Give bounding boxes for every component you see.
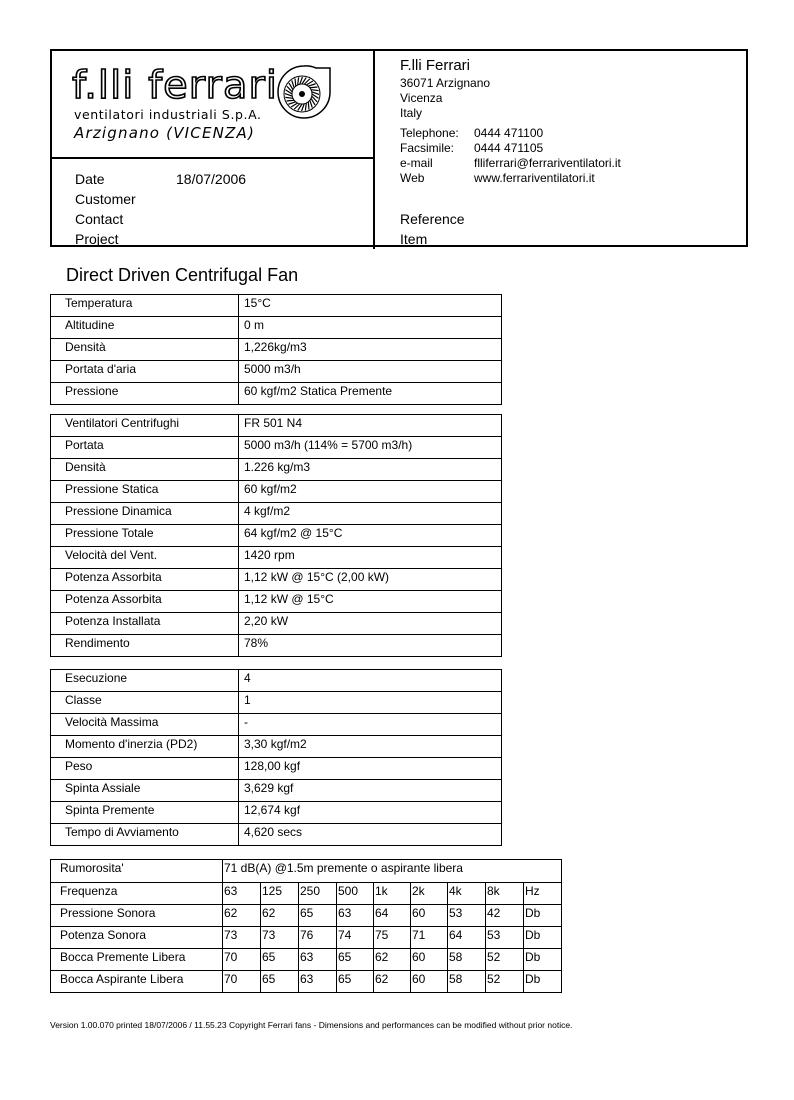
noise-cell-text: 58 xyxy=(449,972,463,986)
noise-summary-row xyxy=(51,860,562,883)
noise-cell-text: 65 xyxy=(300,906,314,920)
parameter-value-text: 5000 m3/h (114% = 5700 m3/h) xyxy=(244,438,413,452)
parameter-value xyxy=(239,736,502,758)
parameter-value-text: 5000 m3/h xyxy=(244,362,301,376)
noise-cell xyxy=(374,949,411,971)
company-logo-city: Arzignano (VICENZA) xyxy=(74,124,256,142)
telephone-value: 0444 471100 xyxy=(474,126,544,140)
parameter-label xyxy=(51,437,239,459)
noise-row-label xyxy=(51,949,223,971)
parameter-value-text: 2,20 kW xyxy=(244,614,289,628)
parameter-value-text: 15°C xyxy=(244,296,271,310)
date-label: Date xyxy=(75,171,105,187)
telephone-label: Telephone: xyxy=(400,126,459,140)
parameter-value xyxy=(239,635,502,657)
parameter-label-text: Velocità Massima xyxy=(65,715,159,729)
web-label: Web xyxy=(400,171,425,185)
mechanical-row xyxy=(51,758,502,780)
company-logo-wordmark: f.lli ferrari xyxy=(72,63,279,107)
reference-label: Reference xyxy=(400,211,465,227)
noise-cell xyxy=(223,883,261,905)
noise-cell xyxy=(448,883,486,905)
parameter-label-text: Momento d'inerzia (PD2) xyxy=(65,737,198,751)
company-address-line1: 36071 Arzignano xyxy=(400,76,491,90)
parameter-value-text: 1.226 kg/m3 xyxy=(244,460,311,474)
parameter-label-text: Pressione Totale xyxy=(65,526,154,540)
parameter-label-text: Potenza Installata xyxy=(65,614,161,628)
parameter-value xyxy=(239,824,502,846)
noise-cell-text: 500 xyxy=(338,884,359,898)
parameter-value-text: 12,674 kgf xyxy=(244,803,301,817)
noise-cell xyxy=(448,905,486,927)
parameter-value xyxy=(239,591,502,613)
noise-cell xyxy=(524,883,562,905)
mechanical-row xyxy=(51,780,502,802)
project-label: Project xyxy=(75,231,119,247)
performance-row xyxy=(51,525,502,547)
noise-cell xyxy=(448,927,486,949)
parameter-label xyxy=(51,295,239,317)
footer-note: Version 1.00.070 printed 18/07/2006 / 11.55.23 Copyright Ferrari fans - Dimensions and performances can be modified without prior notice. xyxy=(50,1020,573,1030)
noise-row-label-text: Bocca Premente Libera xyxy=(60,950,186,964)
noise-row-label-text: Bocca Aspirante Libera xyxy=(60,972,184,986)
parameter-value xyxy=(239,295,502,317)
parameter-value xyxy=(239,613,502,635)
noise-cell xyxy=(448,949,486,971)
noise-cell xyxy=(299,905,337,927)
company-address-line3: Italy xyxy=(400,106,423,120)
noise-cell xyxy=(374,971,411,993)
noise-cell-text: 73 xyxy=(224,928,238,942)
noise-cell-text: 65 xyxy=(262,972,276,986)
noise-row-label xyxy=(51,971,223,993)
date-value: 18/07/2006 xyxy=(176,171,247,187)
noise-cell-text: 4k xyxy=(449,884,462,898)
noise-cell-text: 64 xyxy=(375,906,389,920)
parameter-value-text: 60 kgf/m2 Statica Premente xyxy=(244,384,393,398)
noise-cell xyxy=(374,927,411,949)
email-value: flliferrari@ferrariventilatori.it xyxy=(474,156,621,170)
parameter-value xyxy=(239,547,502,569)
noise-cell-text: 2k xyxy=(412,884,425,898)
noise-cell-text: 76 xyxy=(300,928,314,942)
noise-cell-text: 62 xyxy=(375,950,389,964)
noise-cell xyxy=(524,927,562,949)
parameter-value xyxy=(239,339,502,361)
parameter-value-text: 1,12 kW @ 15°C xyxy=(244,592,334,606)
parameter-label-text: Densità xyxy=(65,460,106,474)
noise-cell xyxy=(337,949,374,971)
noise-cell xyxy=(261,883,299,905)
parameter-value xyxy=(239,437,502,459)
parameter-label-text: Velocità del Vent. xyxy=(65,548,158,562)
parameter-label xyxy=(51,780,239,802)
noise-cell xyxy=(374,905,411,927)
noise-cell-text: 60 xyxy=(412,906,426,920)
noise-cell-text: 62 xyxy=(262,906,276,920)
noise-label-text: Rumorosita' xyxy=(60,861,124,875)
parameter-label-text: Spinta Assiale xyxy=(65,781,141,795)
noise-cell xyxy=(337,883,374,905)
fax-label: Facsimile: xyxy=(400,141,455,155)
noise-cell-text: Db xyxy=(525,972,541,986)
parameter-label xyxy=(51,339,239,361)
parameter-value xyxy=(239,780,502,802)
condition-row xyxy=(51,361,502,383)
noise-cell-text: 65 xyxy=(262,950,276,964)
performance-row xyxy=(51,437,502,459)
noise-cell xyxy=(299,949,337,971)
parameter-label xyxy=(51,824,239,846)
noise-cell xyxy=(486,971,524,993)
parameter-label-text: Portata xyxy=(65,438,104,452)
noise-summary-text: 71 dB(A) @1.5m premente o aspirante libera xyxy=(224,861,463,875)
noise-cell-text: 250 xyxy=(300,884,321,898)
parameter-label-text: Densità xyxy=(65,340,106,354)
parameter-label xyxy=(51,635,239,657)
header-divider-vertical xyxy=(373,49,375,249)
parameter-label xyxy=(51,758,239,780)
parameter-value-text: FR 501 N4 xyxy=(244,416,303,430)
parameter-value-text: 60 kgf/m2 xyxy=(244,482,297,496)
noise-row xyxy=(51,949,562,971)
noise-cell xyxy=(448,971,486,993)
parameter-label-text: Altitudine xyxy=(65,318,115,332)
performance-row xyxy=(51,635,502,657)
parameter-value-text: 1,12 kW @ 15°C (2,00 kW) xyxy=(244,570,390,584)
performance-row xyxy=(51,613,502,635)
parameter-label xyxy=(51,714,239,736)
parameter-label-text: Pressione Dinamica xyxy=(65,504,172,518)
contact-label: Contact xyxy=(75,211,124,227)
noise-cell xyxy=(486,949,524,971)
noise-row-label xyxy=(51,927,223,949)
performance-row xyxy=(51,591,502,613)
web-value: www.ferrariventilatori.it xyxy=(474,171,595,185)
parameter-value xyxy=(239,415,502,437)
parameter-value-text: 78% xyxy=(244,636,269,650)
parameter-value xyxy=(239,569,502,591)
noise-row xyxy=(51,883,562,905)
performance-row xyxy=(51,569,502,591)
parameter-value-text: 4 kgf/m2 xyxy=(244,504,291,518)
noise-cell-text: 75 xyxy=(375,928,389,942)
parameter-label xyxy=(51,317,239,339)
parameter-value-text: 4,620 secs xyxy=(244,825,303,839)
noise-cell xyxy=(524,905,562,927)
condition-row xyxy=(51,317,502,339)
customer-label: Customer xyxy=(75,191,136,207)
parameter-label xyxy=(51,591,239,613)
condition-row xyxy=(51,339,502,361)
performance-row xyxy=(51,415,502,437)
mechanical-data-table xyxy=(50,669,502,846)
noise-cell-text: 65 xyxy=(338,950,352,964)
parameter-label-text: Pressione xyxy=(65,384,119,398)
noise-cell-text: 74 xyxy=(338,928,352,942)
parameter-value xyxy=(239,361,502,383)
noise-row-label-text: Pressione Sonora xyxy=(60,906,156,920)
parameter-value-text: 0 m xyxy=(244,318,265,332)
noise-cell-text: 63 xyxy=(300,972,314,986)
parameter-value-text: 3,30 kgf/m2 xyxy=(244,737,307,751)
noise-cell-text: 63 xyxy=(338,906,352,920)
parameter-value xyxy=(239,459,502,481)
noise-cell xyxy=(261,905,299,927)
noise-cell xyxy=(411,927,448,949)
noise-cell-text: 60 xyxy=(412,972,426,986)
parameter-label xyxy=(51,670,239,692)
noise-cell-text: Db xyxy=(525,928,541,942)
parameter-label xyxy=(51,736,239,758)
parameter-value-text: 3,629 kgf xyxy=(244,781,294,795)
noise-cell-text: 64 xyxy=(449,928,463,942)
parameter-label xyxy=(51,481,239,503)
parameter-value-text: 1 xyxy=(244,693,251,707)
parameter-value-text: 128,00 kgf xyxy=(244,759,301,773)
parameter-label xyxy=(51,613,239,635)
performance-row xyxy=(51,547,502,569)
noise-table xyxy=(50,859,562,993)
mechanical-row xyxy=(51,714,502,736)
noise-cell xyxy=(411,971,448,993)
noise-cell-text: 73 xyxy=(262,928,276,942)
noise-cell-text: 53 xyxy=(487,928,501,942)
noise-row-label xyxy=(51,905,223,927)
parameter-label-text: Temperatura xyxy=(65,296,133,310)
mechanical-row xyxy=(51,670,502,692)
parameter-label xyxy=(51,802,239,824)
noise-cell-text: 71 xyxy=(412,928,426,942)
noise-cell-text: 65 xyxy=(338,972,352,986)
parameter-label xyxy=(51,383,239,405)
noise-cell xyxy=(411,905,448,927)
parameter-value xyxy=(239,525,502,547)
noise-cell xyxy=(486,927,524,949)
parameter-label-text: Spinta Premente xyxy=(65,803,155,817)
parameter-value xyxy=(239,383,502,405)
company-name: F.lli Ferrari xyxy=(400,57,470,74)
parameter-label-text: Pressione Statica xyxy=(65,482,159,496)
parameter-label-text: Potenza Assorbita xyxy=(65,592,162,606)
parameter-value xyxy=(239,802,502,824)
document-title: Direct Driven Centrifugal Fan xyxy=(66,265,299,285)
parameter-label xyxy=(51,569,239,591)
noise-summary xyxy=(223,860,562,883)
parameter-label-text: Esecuzione xyxy=(65,671,128,685)
noise-cell-text: 62 xyxy=(224,906,238,920)
noise-cell xyxy=(411,883,448,905)
noise-cell xyxy=(223,905,261,927)
noise-cell-text: 70 xyxy=(224,972,238,986)
parameter-label xyxy=(51,503,239,525)
noise-row xyxy=(51,971,562,993)
parameter-value xyxy=(239,714,502,736)
parameter-label-text: Potenza Assorbita xyxy=(65,570,162,584)
parameter-label xyxy=(51,692,239,714)
noise-cell-text: Db xyxy=(525,950,541,964)
noise-cell xyxy=(337,971,374,993)
parameter-value xyxy=(239,758,502,780)
noise-cell-text: 42 xyxy=(487,906,501,920)
noise-cell xyxy=(261,949,299,971)
noise-cell xyxy=(223,971,261,993)
noise-cell-text: Hz xyxy=(525,884,540,898)
parameter-value-text: 1,226kg/m3 xyxy=(244,340,307,354)
noise-cell xyxy=(524,971,562,993)
parameter-label xyxy=(51,361,239,383)
parameter-value xyxy=(239,317,502,339)
noise-cell xyxy=(374,883,411,905)
parameter-label-text: Portata d'aria xyxy=(65,362,136,376)
noise-cell-text: 52 xyxy=(487,972,501,986)
noise-cell-text: 8k xyxy=(487,884,500,898)
noise-cell-text: 63 xyxy=(224,884,238,898)
noise-row xyxy=(51,905,562,927)
parameter-label xyxy=(51,459,239,481)
parameter-label xyxy=(51,525,239,547)
noise-row-label xyxy=(51,883,223,905)
noise-cell-text: 62 xyxy=(375,972,389,986)
noise-cell-text: 1k xyxy=(375,884,388,898)
noise-cell xyxy=(223,949,261,971)
parameter-value xyxy=(239,692,502,714)
noise-cell xyxy=(486,905,524,927)
item-label: Item xyxy=(400,231,428,247)
performance-row xyxy=(51,459,502,481)
noise-cell-text: 60 xyxy=(412,950,426,964)
noise-cell-text: 63 xyxy=(300,950,314,964)
noise-cell xyxy=(261,927,299,949)
noise-row-label-text: Frequenza xyxy=(60,884,118,898)
header-divider-horizontal xyxy=(50,157,375,159)
parameter-label-text: Classe xyxy=(65,693,102,707)
performance-row xyxy=(51,503,502,525)
noise-cell-text: Db xyxy=(525,906,541,920)
noise-cell xyxy=(299,883,337,905)
condition-row xyxy=(51,383,502,405)
parameter-label-text: Peso xyxy=(65,759,93,773)
fax-value: 0444 471105 xyxy=(474,141,544,155)
mechanical-row xyxy=(51,802,502,824)
noise-cell-text: 125 xyxy=(262,884,283,898)
company-address-line2: Vicenza xyxy=(400,91,443,105)
parameter-value-text: 1420 rpm xyxy=(244,548,295,562)
noise-cell-text: 70 xyxy=(224,950,238,964)
parameter-value-text: 4 xyxy=(244,671,251,685)
noise-cell-text: 58 xyxy=(449,950,463,964)
mechanical-row xyxy=(51,736,502,758)
parameter-value-text: 64 kgf/m2 @ 15°C xyxy=(244,526,343,540)
parameter-value xyxy=(239,503,502,525)
parameter-value-text: - xyxy=(244,715,248,729)
noise-cell xyxy=(486,883,524,905)
parameter-label-text: Rendimento xyxy=(65,636,130,650)
parameter-label-text: Tempo di Avviamento xyxy=(65,825,179,839)
noise-cell xyxy=(299,971,337,993)
parameter-value xyxy=(239,481,502,503)
parameter-label xyxy=(51,547,239,569)
noise-cell xyxy=(223,927,261,949)
performance-row xyxy=(51,481,502,503)
noise-row-label-text: Potenza Sonora xyxy=(60,928,147,942)
company-logo-tagline: ventilatori industriali S.p.A. xyxy=(74,107,262,122)
noise-cell xyxy=(411,949,448,971)
noise-label xyxy=(51,860,223,883)
noise-row xyxy=(51,927,562,949)
noise-cell xyxy=(261,971,299,993)
email-label: e-mail xyxy=(400,156,433,170)
mechanical-row xyxy=(51,692,502,714)
parameter-value xyxy=(239,670,502,692)
parameter-label xyxy=(51,415,239,437)
noise-cell-text: 52 xyxy=(487,950,501,964)
noise-cell-text: 53 xyxy=(449,906,463,920)
fan-impeller-icon xyxy=(272,60,336,124)
noise-cell xyxy=(524,949,562,971)
noise-cell xyxy=(337,927,374,949)
fan-performance-table xyxy=(50,414,502,657)
noise-cell xyxy=(299,927,337,949)
parameter-label-text: Ventilatori Centrifughi xyxy=(65,416,180,430)
mechanical-row xyxy=(51,824,502,846)
noise-cell xyxy=(337,905,374,927)
operating-conditions-table xyxy=(50,294,502,405)
condition-row xyxy=(51,295,502,317)
